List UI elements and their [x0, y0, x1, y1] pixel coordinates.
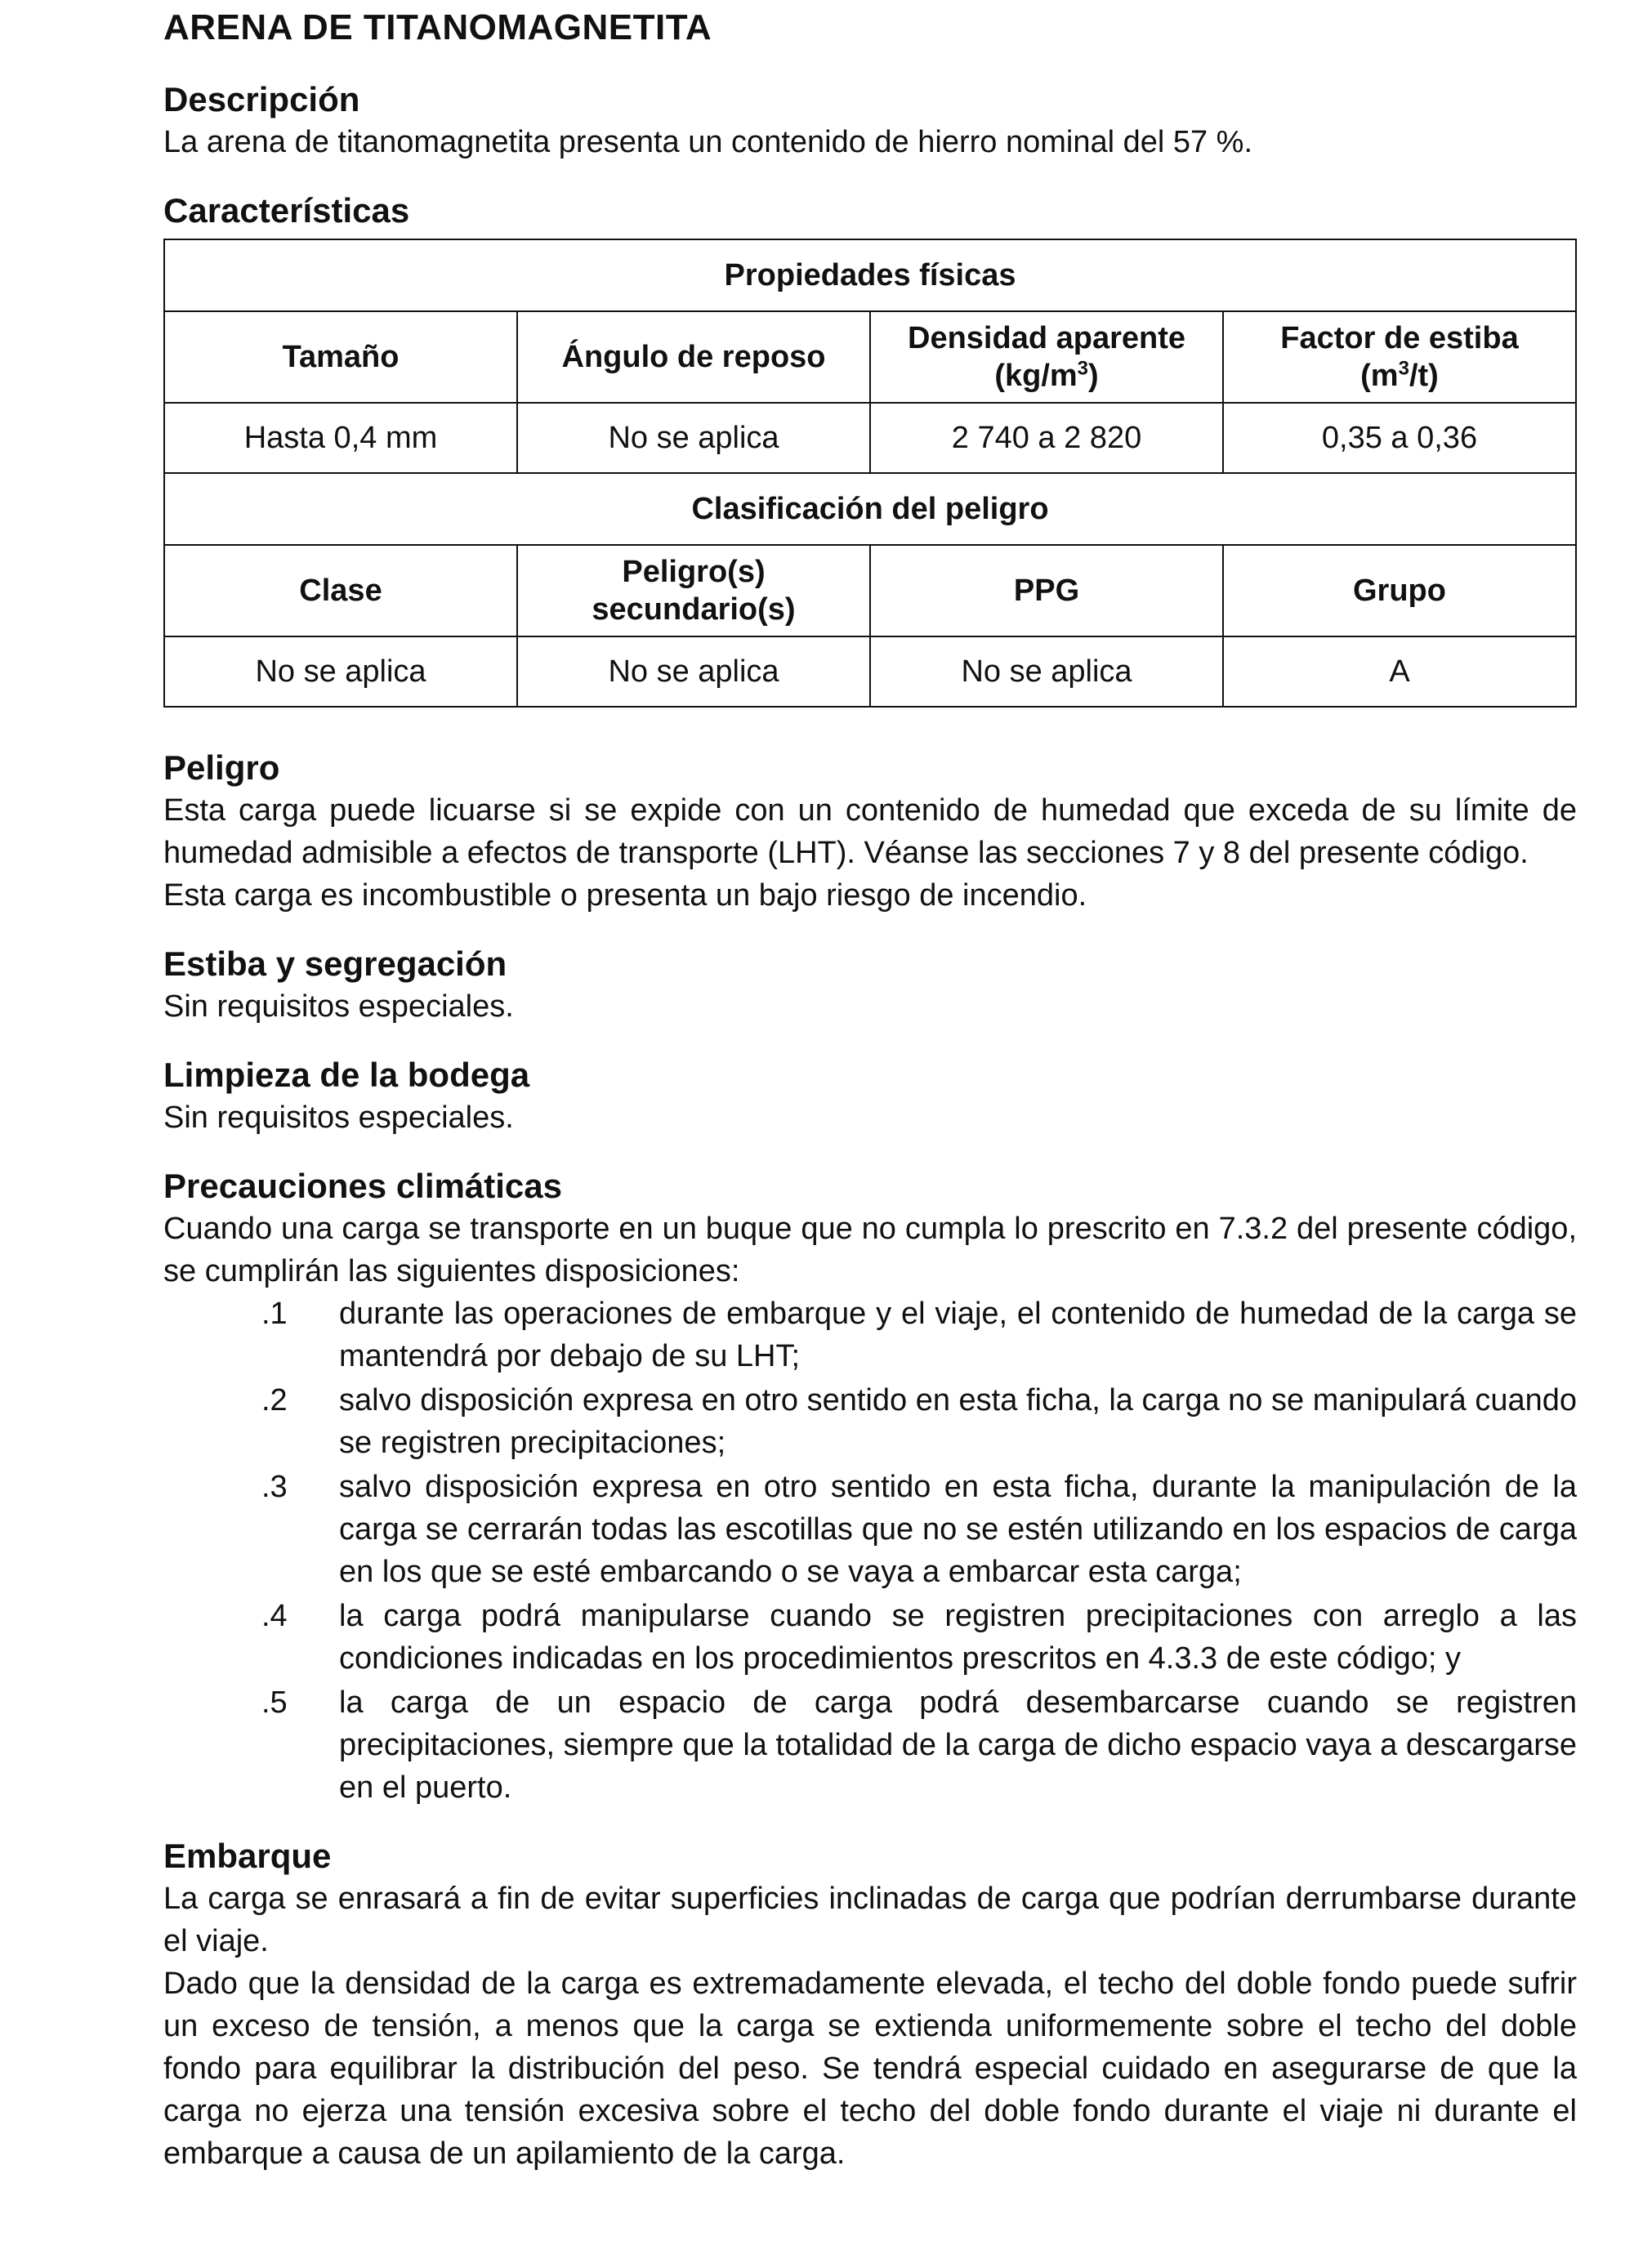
cell-size: Hasta 0,4 mm — [164, 403, 517, 473]
list-item-text: salvo disposición expresa en otro sentido en esta ficha, durante la manipulación de la carga se cerrarán todas las escotillas que no se estén utilizando en los espacios de carga en los que se esté embarcando o se vaya a embarcar esta carga; — [339, 1470, 1577, 1589]
cell-angle: No se aplica — [517, 403, 870, 473]
table-row — [164, 311, 1576, 403]
weather-intro: Cuando una carga se transporte en un buque que no cumpla lo prescrito en 7.3.2 del presente código, se cumplirán las siguientes disposiciones: — [163, 1212, 1577, 1288]
col-stowage-header — [1223, 311, 1576, 403]
list-item — [163, 1466, 1577, 1593]
list-item-number: .2 — [261, 1383, 288, 1418]
density-label: Densidad aparente — [908, 321, 1185, 355]
page-title: ARENA DE TITANOMAGNETITA — [163, 7, 712, 47]
col-size-header: Tamaño — [164, 311, 517, 403]
weather-heading: Precauciones climáticas — [163, 1167, 562, 1205]
hazard-classification-header: Clasificación del peligro — [164, 473, 1576, 545]
list-item — [163, 1595, 1577, 1680]
cell-ppg: No se aplica — [870, 636, 1223, 707]
list-item-text: la carga de un espacio de carga podrá desembarcarse cuando se registren precipitaciones, siempre que la totalidad de la carga de dicho espacio vaya a descargarse en el puerto. — [339, 1685, 1577, 1805]
hazard-text-1: Esta carga puede licuarse si se expide con un contenido de humedad que exceda de su límite de humedad admisible a efectos de transporte (LHT). Véanse las secciones 7 y 8 del presente código. — [163, 793, 1577, 870]
table-row — [164, 403, 1576, 473]
section-stowage — [163, 943, 1577, 1028]
table-row — [164, 473, 1576, 545]
stowage-text: Sin requisitos especiales. — [163, 989, 514, 1024]
stowage-label: Factor de estiba — [1280, 321, 1519, 355]
cell-stowage: 0,35 a 0,36 — [1223, 403, 1576, 473]
physical-properties-header: Propiedades físicas — [164, 239, 1576, 311]
section-hazard — [163, 747, 1577, 917]
cell-class: No se aplica — [164, 636, 517, 707]
list-item-number: .3 — [261, 1470, 288, 1504]
hazard-heading: Peligro — [163, 748, 280, 787]
cell-secondary: No se aplica — [517, 636, 870, 707]
list-item-number: .5 — [261, 1685, 288, 1720]
characteristics-heading: Características — [163, 191, 410, 230]
section-description — [163, 78, 1577, 163]
list-item — [163, 1681, 1577, 1809]
list-item-text: salvo disposición expresa en otro sentido en esta ficha, la carga no se manipulará cuando se registren precipitaciones; — [339, 1383, 1577, 1460]
list-item-number: .4 — [261, 1599, 288, 1633]
list-item — [163, 1379, 1577, 1464]
cell-group: A — [1223, 636, 1576, 707]
section-characteristics — [163, 190, 1577, 708]
section-weather — [163, 1165, 1577, 1809]
document-page — [163, 0, 1577, 2175]
loading-text-2: Dado que la densidad de la carga es extremadamente elevada, el techo del doble fondo puede sufrir un exceso de tensión, a menos que la carga se extienda uniformemente sobre el techo del doble fondo para equilibrar la distribución del peso. Se tendrá especial cuidado en asegurarse de que la carga no ejerza una tensión excesiva sobre el techo del doble fondo durante el viaje ni durante el embarque a causa de un apilamiento de la carga. — [163, 1967, 1577, 2171]
weather-list — [163, 1292, 1577, 1809]
col-class-header: Clase — [164, 545, 517, 636]
list-item-number: .1 — [261, 1297, 288, 1331]
list-item-text: la carga podrá manipularse cuando se registren precipitaciones con arreglo a las condiciones indicadas en los procedimientos prescritos en 4.3.3 de este código; y — [339, 1599, 1577, 1676]
section-hold-cleanliness — [163, 1054, 1577, 1139]
description-heading: Descripción — [163, 80, 360, 118]
density-unit: $(kg/m^3)$ — [994, 357, 1099, 393]
col-angle-header: Ángulo de reposo — [517, 311, 870, 403]
col-ppg-header: PPG — [870, 545, 1223, 636]
table-row — [164, 239, 1576, 311]
table-row — [164, 636, 1576, 707]
cell-density: 2 740 a 2 820 — [870, 403, 1223, 473]
loading-heading: Embarque — [163, 1837, 332, 1875]
list-item-text: durante las operaciones de embarque y el viaje, el contenido de humedad de la carga se mantendrá por debajo de su LHT; — [339, 1297, 1577, 1373]
col-density-header — [870, 311, 1223, 403]
hold-cleanliness-text: Sin requisitos especiales. — [163, 1101, 514, 1135]
characteristics-table — [163, 239, 1577, 708]
loading-text-1: La carga se enrasará a fin de evitar superficies inclinadas de carga que podrían derrumbarse durante el viaje. — [163, 1882, 1577, 1958]
hold-cleanliness-heading: Limpieza de la bodega — [163, 1056, 530, 1094]
stowage-unit: $(m^3/t)$ — [1360, 357, 1439, 393]
list-item — [163, 1292, 1577, 1377]
table-row — [164, 545, 1576, 636]
hazard-text-2: Esta carga es incombustible o presenta un bajo riesgo de incendio. — [163, 878, 1087, 913]
section-loading — [163, 1835, 1577, 2175]
col-group-header: Grupo — [1223, 545, 1576, 636]
col-secondary-header: Peligro(s) secundario(s) — [517, 545, 870, 636]
description-text: La arena de titanomagnetita presenta un contenido de hierro nominal del 57 %. — [163, 125, 1253, 159]
stowage-heading: Estiba y segregación — [163, 944, 507, 983]
